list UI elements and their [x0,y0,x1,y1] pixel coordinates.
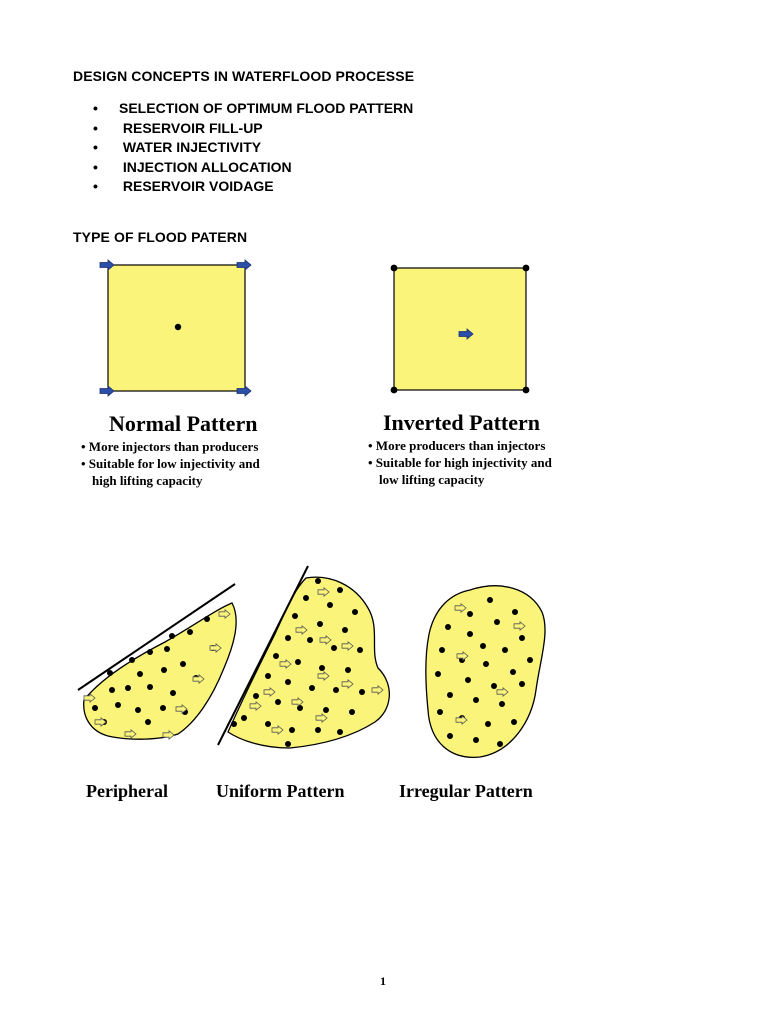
inverted-pattern-title: Inverted Pattern [383,410,541,435]
flood-pattern-subheading: TYPE OF FLOOD PATERN [73,229,248,245]
list-item: • INJECTION ALLOCATION [93,158,292,175]
normal-pattern-title: Normal Pattern [109,411,258,436]
note-line: • Suitable for low injectivity and [81,456,260,471]
note-line: low lifting capacity [379,472,485,487]
document-heading: DESIGN CONCEPTS IN WATERFLOOD PROCESSE [73,68,415,84]
note-line: • Suitable for high injectivity and [368,455,552,470]
note-line: • More producers than injectors [368,438,546,453]
note-line: • More injectors than producers [81,439,259,454]
list-item: • SELECTION OF OPTIMUM FLOOD PATTERN [93,100,414,116]
irregular-reservoir-shape [426,586,545,758]
uniform-caption: Uniform Pattern [216,781,345,801]
note-line: high lifting capacity [92,473,203,488]
page-number: 1 [380,974,386,988]
peripheral-caption: Peripheral [86,781,168,801]
irregular-caption: Irregular Pattern [399,781,533,801]
list-item: • RESERVOIR VOIDAGE [93,178,274,194]
uniform-reservoir-shape [228,577,389,748]
list-item: • RESERVOIR FILL-UP [93,119,263,136]
list-item: • WATER INJECTIVITY [93,139,262,155]
